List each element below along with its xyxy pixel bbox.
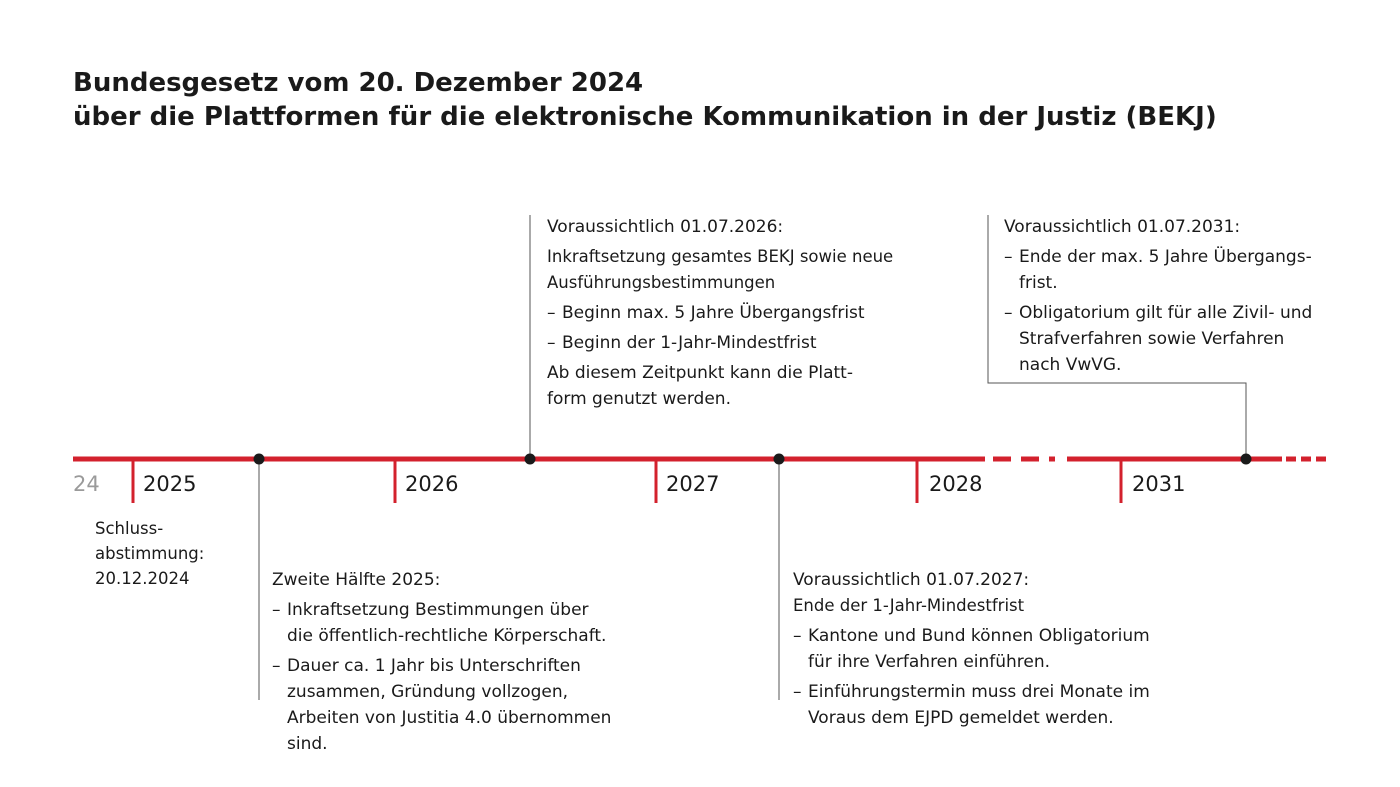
bullet-dash-icon: – (1004, 303, 1013, 323)
bullet-text: die öffentlich-rechtliche Körperschaft. (287, 626, 607, 646)
bullet-dash-icon: – (793, 682, 802, 702)
event-jul-2026 (547, 214, 893, 412)
bullet-text: frist. (1019, 273, 1058, 293)
h2-2025-heading: Zweite Hälfte 2025: (272, 570, 441, 590)
title-line-1: Bundesgesetz vom 20. Dezember 2024 (73, 68, 644, 98)
event-dot-h2-2025 (254, 454, 265, 465)
jul-2026-outro (547, 360, 893, 412)
bullet-dash-icon: – (547, 303, 556, 323)
bullet-dash-icon: – (272, 600, 281, 620)
bullet-text: Strafverfahren sowie Verfahren (1019, 329, 1285, 349)
jul-2027-bullet-2 (793, 679, 1150, 731)
bullet-text: Obligatorium gilt für alle Zivil- und (1019, 303, 1313, 323)
jul-2026-heading: Voraussichtlich 01.07.2026: (547, 217, 784, 237)
event-dot-jul-2031 (1241, 454, 1252, 465)
h2-2025-bullet-1 (272, 597, 611, 649)
bullet-text: nach VwVG. (1019, 355, 1122, 375)
event-dot-jul-2026 (525, 454, 536, 465)
bullet-dash-icon: – (793, 626, 802, 646)
event-h2-2025 (272, 567, 611, 757)
bullet-text: für ihre Verfahren einführen. (808, 652, 1051, 672)
year-label-2031: 2031 (1132, 472, 1186, 496)
bullet-text: Ende der max. 5 Jahre Übergangs- (1019, 247, 1312, 267)
bullet-dash-icon: – (1004, 247, 1013, 267)
event-jul-2031 (1004, 214, 1312, 378)
jul-2027-intro: Ende der 1-Jahr-Mindestfrist (793, 596, 1025, 615)
jul-2027-heading: Voraussichtlich 01.07.2027: (793, 570, 1030, 590)
bullet-text: Voraus dem EJPD gemeldet werden. (808, 708, 1114, 728)
year-label-2027: 2027 (666, 472, 720, 496)
year-label-2026: 2026 (405, 472, 459, 496)
jul-2027-bullet-1 (793, 623, 1150, 675)
year-label-2025: 2025 (143, 472, 197, 496)
event-jul-2027 (793, 567, 1150, 731)
outro-line-1: Ab diesem Zeitpunkt kann die Platt- (547, 363, 853, 383)
jul-2026-intro-2: Ausführungsbestimmungen (547, 273, 776, 292)
title-line-2: über die Plattformen für die elektronische Kommunikation in der Justiz (BEKJ) (73, 102, 1217, 132)
h2-2025-bullet-2 (272, 653, 611, 757)
event-dot-jul-2027 (774, 454, 785, 465)
schluss-line-2: abstimmung: (95, 544, 205, 563)
jul-2031-bullet-2 (1004, 300, 1312, 378)
jul-2026-bullet-1 (547, 300, 893, 326)
bullet-text: sind. (287, 734, 328, 754)
jul-2031-bullet-1 (1004, 244, 1312, 296)
event-schlussabstimmung (95, 516, 204, 591)
year-label-2024-partial: 24 (73, 472, 100, 496)
jul-2026-bullet-2 (547, 330, 893, 356)
bullet-text: Beginn der 1-Jahr-Mindestfrist (562, 333, 817, 353)
year-label-2028: 2028 (929, 472, 983, 496)
jul-2031-heading: Voraussichtlich 01.07.2031: (1004, 217, 1241, 237)
bullet-text: Kantone und Bund können Obligatorium (808, 626, 1150, 646)
bullet-text: zusammen, Gründung vollzogen, (287, 682, 569, 702)
bullet-text: Arbeiten von Justitia 4.0 übernommen (287, 708, 612, 728)
jul-2026-intro-1: Inkraftsetzung gesamtes BEKJ sowie neue (547, 247, 894, 266)
bullet-text: Inkraftsetzung Bestimmungen über (287, 600, 589, 620)
outro-line-2: form genutzt werden. (547, 389, 731, 409)
bullet-dash-icon: – (272, 656, 281, 676)
bullet-text: Beginn max. 5 Jahre Übergangsfrist (562, 303, 865, 323)
bullet-dash-icon: – (547, 333, 556, 353)
bullet-text: Einführungstermin muss drei Monate im (808, 682, 1150, 702)
bullet-text: Dauer ca. 1 Jahr bis Unterschriften (287, 656, 581, 676)
schluss-line-1: Schluss- (95, 519, 164, 538)
schluss-line-3: 20.12.2024 (95, 569, 190, 588)
